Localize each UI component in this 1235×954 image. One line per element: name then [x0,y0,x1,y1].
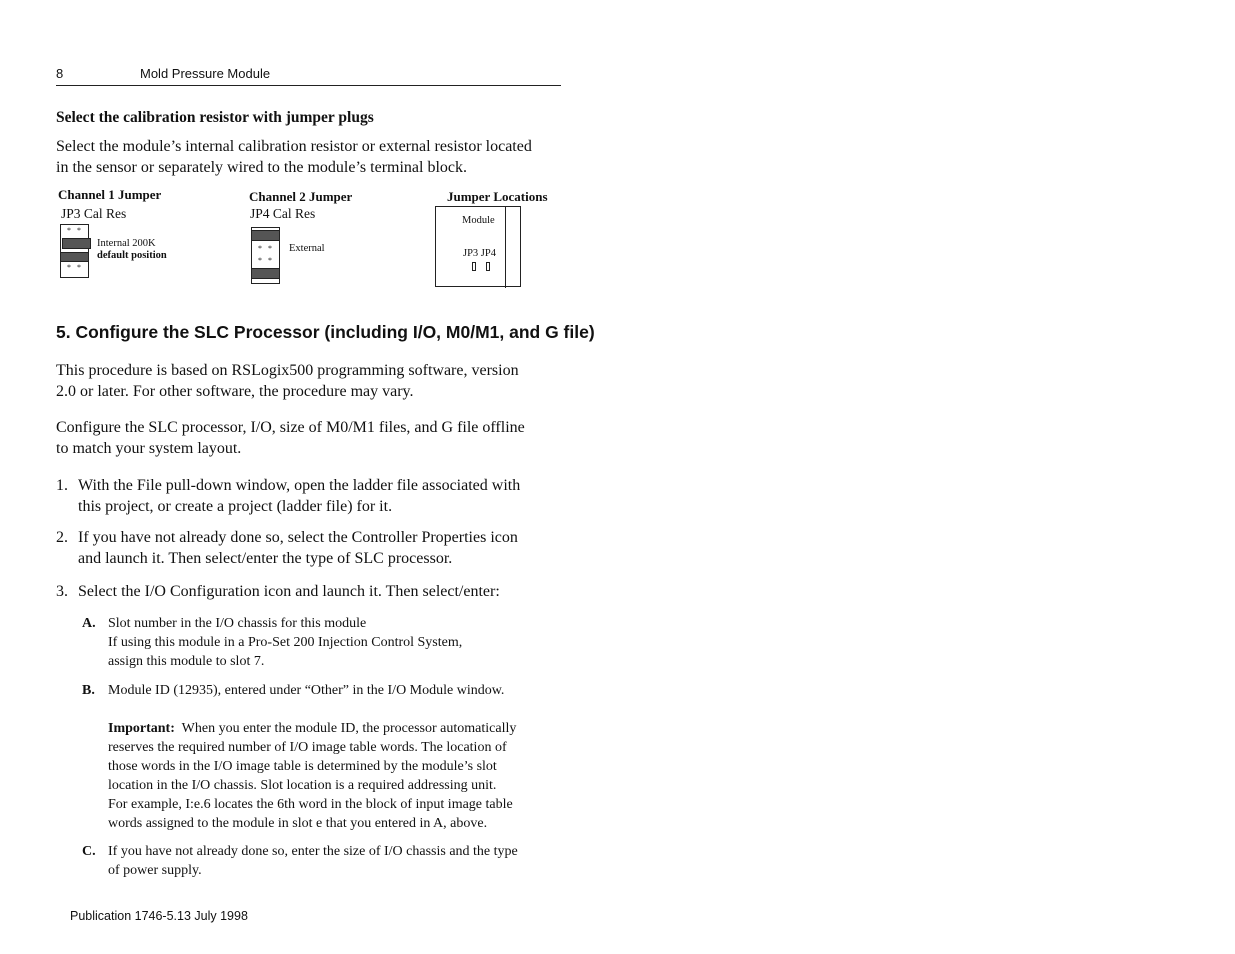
jumper-plug [62,238,91,249]
module-label: Module [462,215,495,226]
substep-text [108,614,462,671]
text-line: With the File pull-down window, open the ladder file associated with [78,477,521,494]
text-line: reserves the required number of I/O image table words. The location of [108,740,507,755]
jumper-pins: * * [67,263,83,272]
substep-letter: B. [82,683,95,698]
text-line: If using this module in a Pro-Set 200 Injection Control System, [108,635,463,650]
text-line: Configure the SLC processor, I/O, size of M0/M1 files, and G file offline [56,419,525,436]
important-label: Important: [108,721,175,736]
important-note [108,719,516,833]
step-number: 1. [56,477,68,494]
running-header-title: Mold Pressure Module [140,66,271,81]
text-line: those words in the I/O image table is determined by the module’s slot [108,759,497,774]
jumper-pins: * * [258,256,274,265]
text-line: location in the I/O chassis. Slot location is a required addressing unit. [108,778,497,793]
header-rule [56,85,561,86]
substep-text [108,681,504,700]
channel2-label: JP4 Cal Res [250,206,316,221]
text-line: in the sensor or separately wired to the module’s terminal block. [56,159,467,176]
intro-paragraph-2 [56,418,525,459]
text-line: For example, I:e.6 locates the 6th word in the block of input image table [108,797,513,812]
substep-letter: A. [82,616,96,631]
jp3-location-marker [472,262,476,271]
text-line: assign this module to slot 7. [108,654,265,669]
jumper-plug [60,252,89,262]
channel1-note: Internal 200K [97,238,156,249]
text-line [108,719,516,738]
jumper-intro-paragraph [56,136,532,178]
jumper-plug [251,268,280,279]
jumper-position-labels: JP3 JP4 [463,248,496,259]
text-line: 2.0 or later. For other software, the procedure may vary. [56,382,414,400]
jumper-plug [251,230,280,241]
text-line: and launch it. Then select/enter the type of SLC processor. [78,549,453,567]
publication-footer: Publication 1746-5.13 July 1998 [70,909,248,923]
jumper-locations-title: Jumper Locations [447,189,548,204]
substep-letter: C. [82,844,96,859]
channel2-title: Channel 2 Jumper [249,189,353,204]
important-first-line: When you enter the module ID, the processor automatically [181,721,517,736]
text-line: of power supply. [108,863,202,878]
page-number: 8 [56,66,64,81]
channel1-title: Channel 1 Jumper [58,187,162,202]
text-line: If you have not already done so, select the Controller Properties icon [78,529,518,546]
step-text [78,582,500,603]
channel1-label: JP3 Cal Res [61,206,127,221]
step-text [78,476,520,517]
text-line: Select the I/O Configuration icon and launch it. Then select/enter: [78,583,500,600]
channel1-default-note: default position [97,250,167,261]
text-line: this project, or create a project (ladder file) for it. [78,497,393,515]
text-line: Module ID (12935), entered under “Other” in the I/O Module window. [108,683,505,698]
jumper-pins: * * [258,244,274,253]
text-line: words assigned to the module in slot e that you entered in A, above. [108,816,488,831]
text-line: If you have not already done so, enter the size of I/O chassis and the type [108,844,518,859]
text-line: This procedure is based on RSLogix500 programming software, version [56,362,519,379]
module-edge-line [505,206,506,288]
channel2-note: External [289,243,325,254]
step-text [78,528,518,569]
text-line: to match your system layout. [56,439,242,457]
step-number: 2. [56,529,68,546]
jumper-pins: * * [67,226,83,235]
substep-text [108,842,518,880]
text-line: Select the module’s internal calibration resistor or external resistor located [56,138,532,155]
section-heading: 5. Configure the SLC Processor (including I/O, M0/M1, and G file) [56,322,595,342]
intro-paragraph-1 [56,361,519,402]
jp4-location-marker [486,262,490,271]
step-number: 3. [56,583,68,600]
text-line: Slot number in the I/O chassis for this module [108,616,367,631]
jumper-section-heading: Select the calibration resistor with jumper plugs [56,109,374,126]
